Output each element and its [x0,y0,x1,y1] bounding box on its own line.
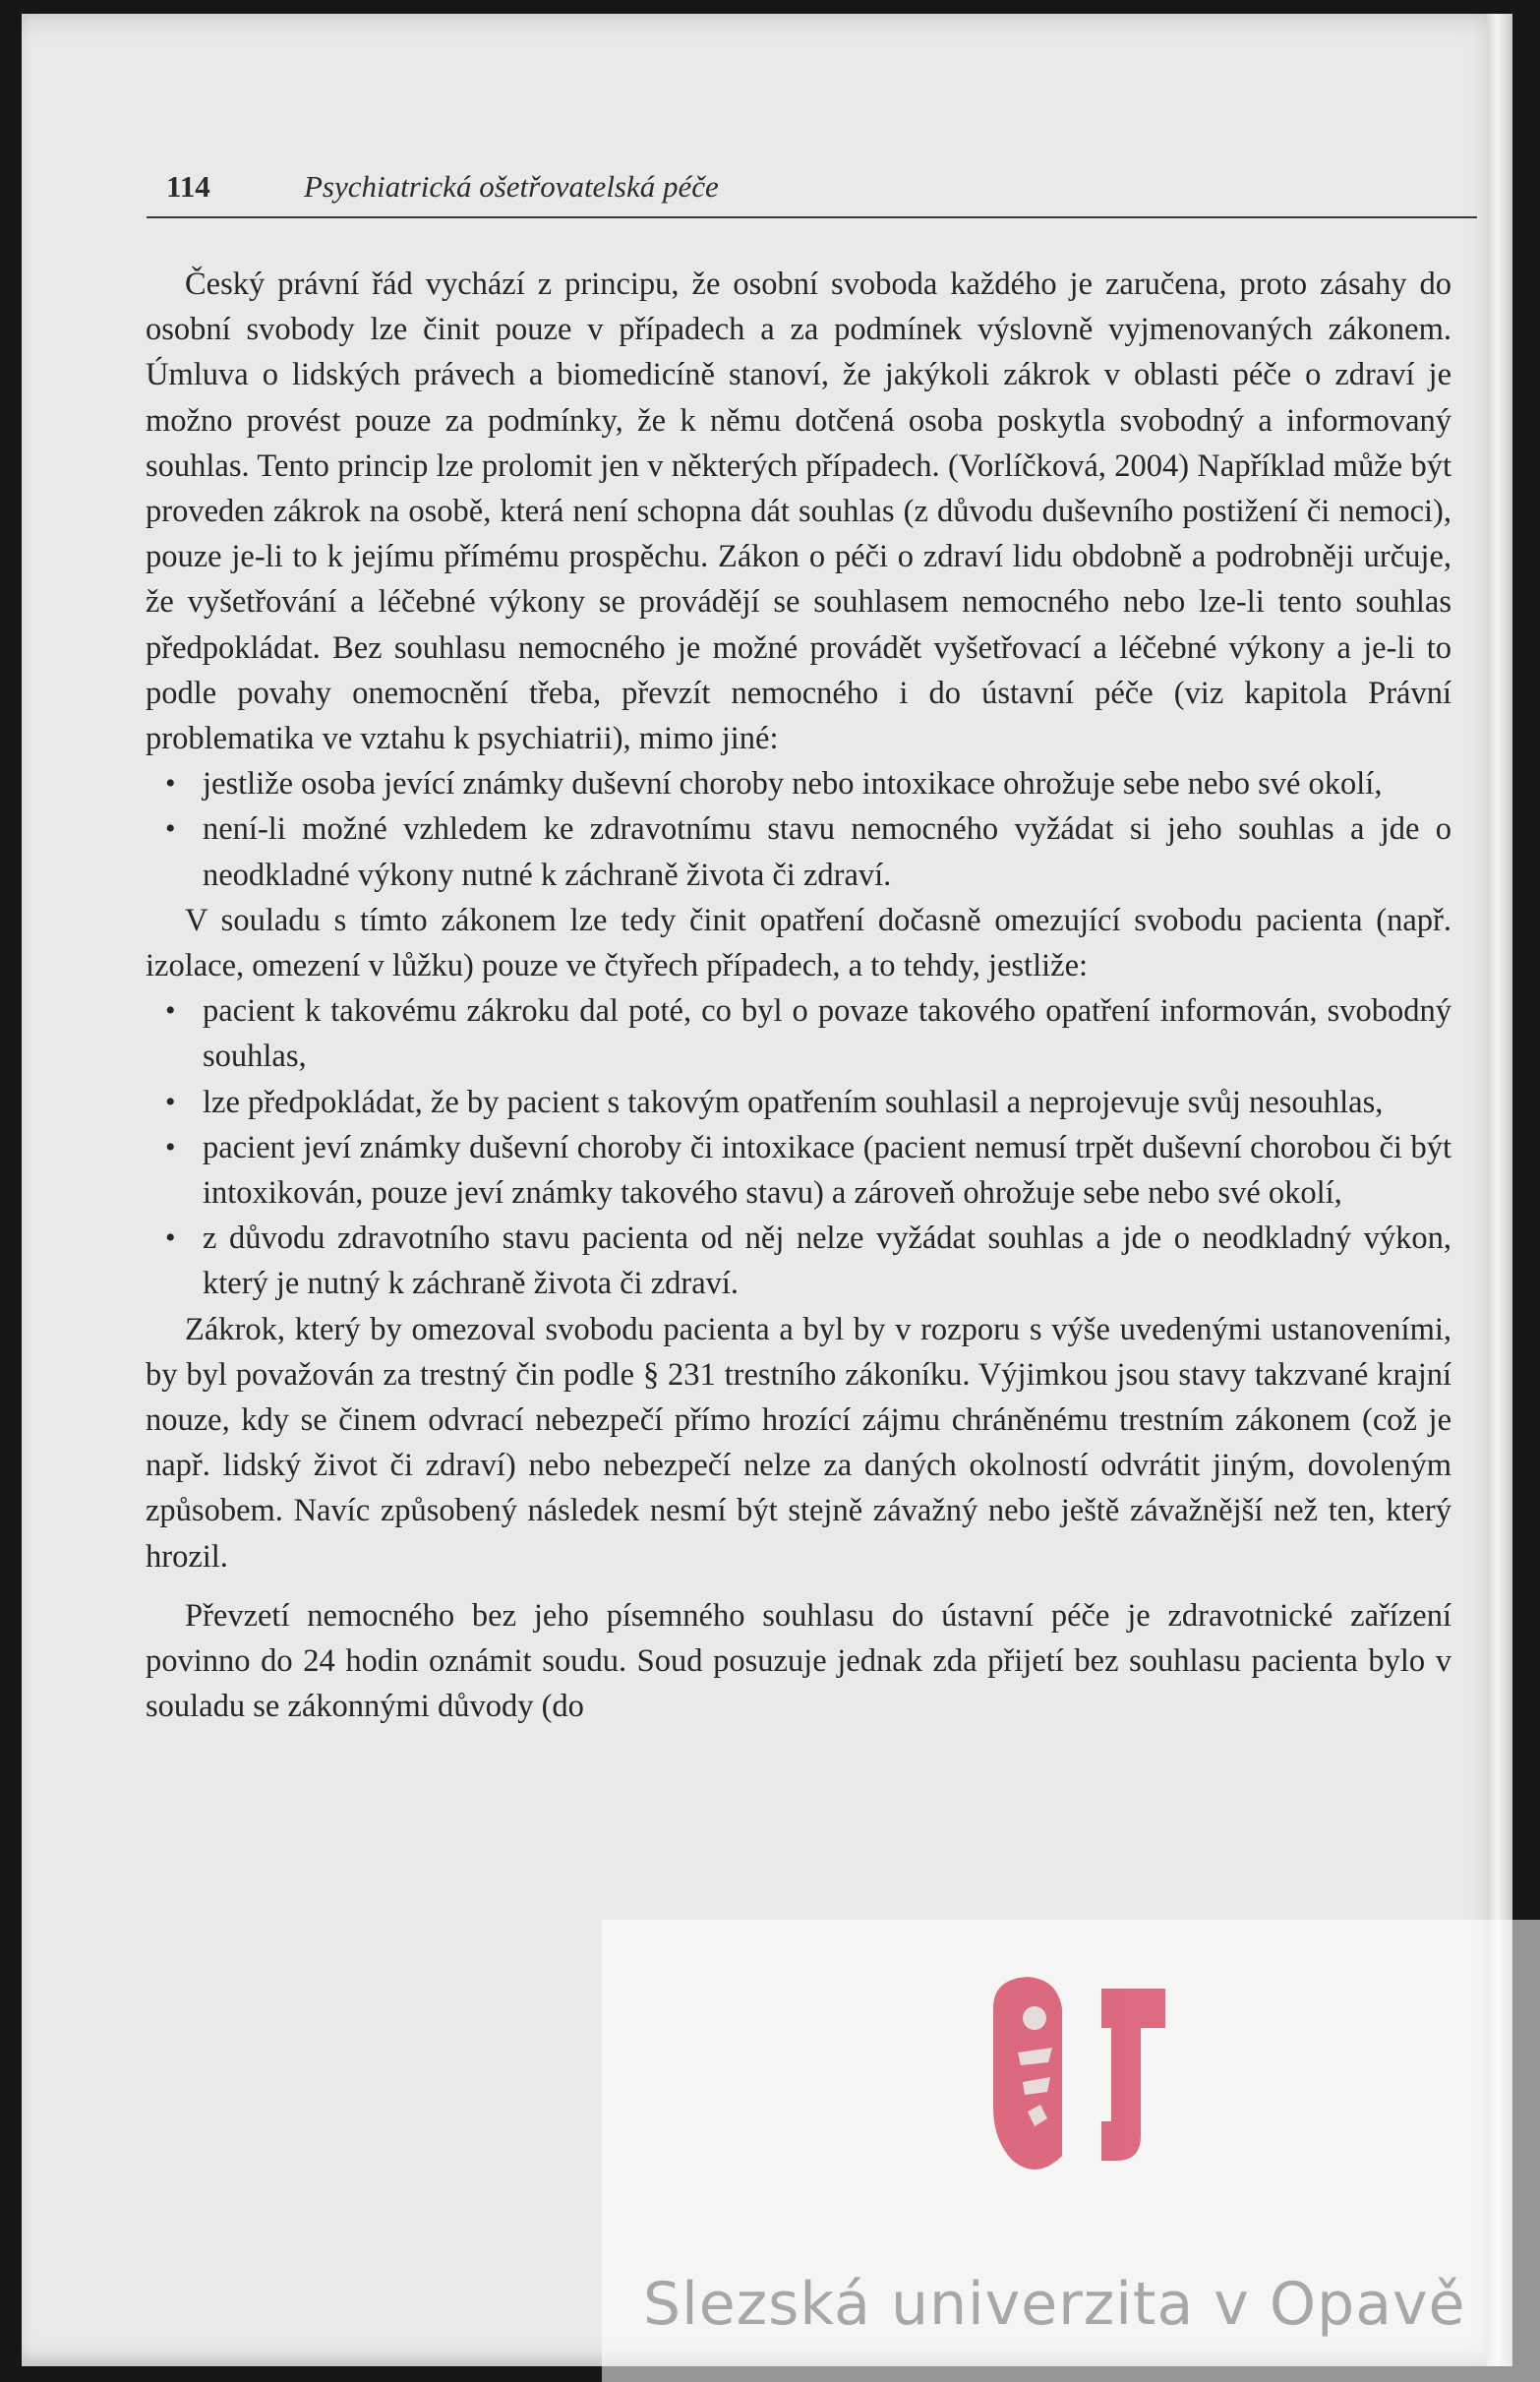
running-title: Psychiatrická ošetřovatelská péče [304,169,719,204]
paragraph: Zákrok, který by omezoval svobodu pacienta a byl by v rozporu s výše uvedenými ustanoveními, by byl považován za trestný čin podle § 231 trestního zákoníku. Výjimkou jsou stavy takzvané krajní nouze, kdy se činem odvrací nebezpečí přímo hrozící zájmu chráněnému trestním zákonem (což je např. lidský život či zdraví) nebo nebezpečí nelze za daných okolností odvrátit jiným, dovoleným způsobem. Navíc způsobený následek nesmí být stejně závažný nebo ještě závažnější než ten, který hrozil. [146,1311,1451,1575]
list-item [146,988,1451,1079]
list-item-text: pacient jeví známky duševní choroby či intoxikace (pacient nemusí trpět duševní chorobou či být intoxikován, pouze jeví známky takového stavu) a zároveň ohrožuje sebe nebo své okolí, [203,1129,1451,1212]
list-item-text: pacient k takovému zákroku dal poté, co byl o povaze takového opatření informován, svobodný souhlas, [203,993,1451,1075]
list-item-text: z důvodu zdravotního stavu pacienta od něj nelze vyžádat souhlas a jde o neodkladný výkon, který je nutný k záchraně života či zdraví. [203,1221,1451,1302]
body-text [146,262,1451,1730]
bullet-icon: • [165,1085,176,1118]
bullet-icon: • [165,812,176,846]
list-item [146,761,1451,806]
university-logo-icon [954,1949,1200,2195]
bullet-icon: • [165,767,176,801]
list-item-text: není-li možné vzhledem ke zdravotnímu stavu nemocného vyžádat si jeho souhlas a jde o neodkladné výkony nutné k záchraně života či zdraví. [203,811,1451,893]
watermark-text: Slezská univerzita v Opavě [643,2270,1466,2339]
paragraph: Převzetí nemocného bez jeho písemného souhlasu do ústavní péče je zdravotnické zařízení povinno do 24 hodin oznámit soudu. Soud posuzuje jednak zda přijetí bez souhlasu pacienta bylo v souladu se zákonnými důvody (do [146,1597,1451,1725]
bullet-list [146,988,1451,1306]
list-item [146,1125,1451,1216]
list-item-text: jestliže osoba jevící známky duševní choroby nebo intoxikace ohrožuje sebe nebo své okolí, [203,766,1383,803]
list-item [146,1080,1451,1125]
paragraph: Český právní řád vychází z principu, že osobní svoboda každého je zaručena, proto zásahy do osobní svobody lze činit pouze v případech a za podmínek výslovně vyjmenovaných zákonem. Úmluva o lidských právech a biomedicíně stanoví, že jakýkoli zákrok v oblasti péče o zdraví je možno provést pouze za podmínky, že k němu dotčená osoba poskytla svobodný a informovaný souhlas. Tento princip lze prolomit jen v některých případech. (Vorlíčková, 2004) Například může být proveden zákrok na osobě, která není schopna dát souhlas (z důvodu duševního postižení či nemoci), pouze je-li to k jejímu přímému prospěchu. Zákon o péči o zdraví lidu obdobně a podrobněji určuje, že vyšetřování a léčebné výkony se provádějí se souhlasem nemocného nebo lze-li tento souhlas předpokládat. Bez souhlasu nemocného je možné provádět vyšetřovací a léčebné výkony a je-li to podle povahy onemocnění třeba, převzít nemocného i do ústavní péče (viz kapitola Právní problematika ve vztahu k psychiatrii), mimo jiné: [146,267,1451,757]
bullet-icon: • [165,1130,176,1163]
paragraph: V souladu s tímto zákonem lze tedy činit opatření dočasně omezující svobodu pacienta (např. izolace, omezení v lůžku) pouze ve čtyřech případech, a to tehdy, jestliže: [146,902,1451,984]
list-item-text: lze předpokládat, že by pacient s takovým opatřením souhlasil a neprojevuje svůj nesouhlas, [203,1084,1384,1120]
running-header [147,159,1477,218]
bullet-icon: • [165,1221,176,1255]
list-item [146,1216,1451,1306]
list-item [146,806,1451,897]
bullet-list [146,761,1451,898]
page-number: 114 [166,169,210,204]
bullet-icon: • [165,994,176,1028]
